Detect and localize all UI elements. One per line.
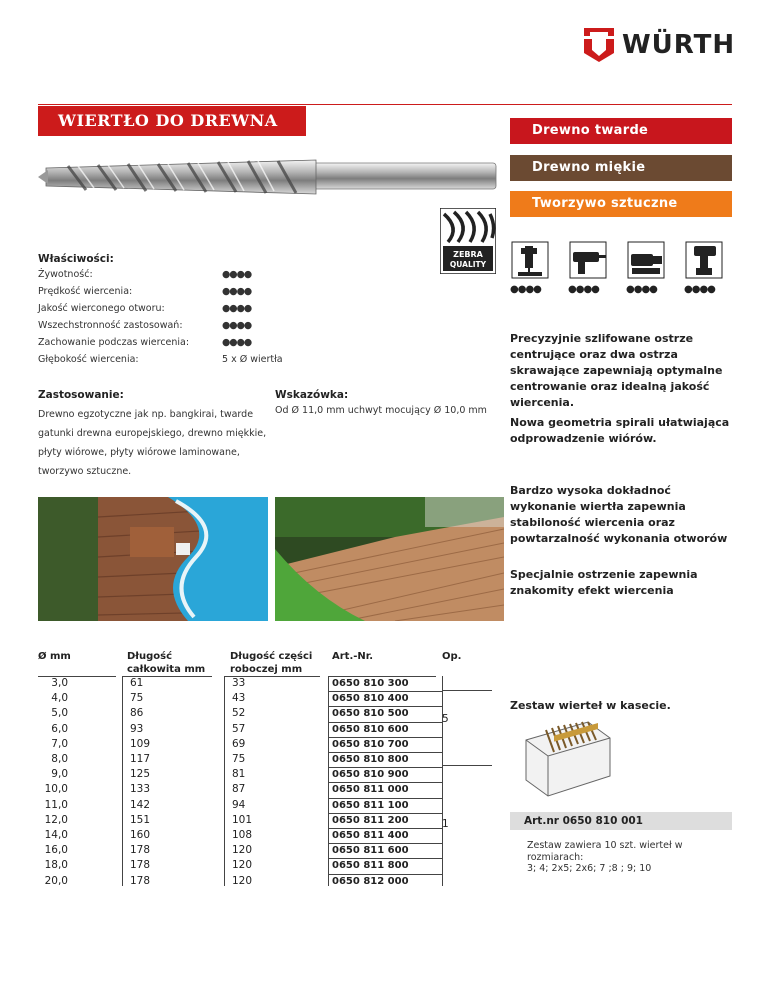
pool-deck-photo: [38, 497, 268, 621]
cell-art-number: 0650 811 800: [332, 860, 409, 872]
set-art-number: Art.nr 0650 810 001: [510, 812, 732, 830]
cell-length: 160: [130, 829, 151, 841]
wurth-logo: [584, 28, 734, 64]
cell-art-number: 0650 810 700: [332, 738, 409, 750]
property-value: ●●●●: [222, 337, 252, 348]
property-row: [38, 303, 298, 319]
cell-length: 75: [130, 692, 144, 705]
cell-work-length: 52: [232, 707, 246, 720]
garden-deck-photo: [275, 497, 504, 621]
machine-rating: ●●●●: [626, 284, 657, 295]
cell-art-number: 0650 810 400: [332, 693, 409, 705]
cell-work-length: 43: [232, 692, 246, 705]
magnetic-drill-icon: [626, 240, 666, 280]
feature-text: Nowa geometria spirali ułatwiająca odprowadzenie wiórów.: [510, 416, 730, 445]
column-divider: [224, 676, 225, 886]
properties-heading: Właściwości:: [38, 253, 114, 265]
machine-rating: ●●●●: [568, 284, 599, 295]
cell-diameter: 11,0: [44, 798, 68, 811]
property-row: [38, 269, 298, 285]
page-title: WIERTŁO DO DREWNA HSCO: [38, 106, 306, 136]
op-value: 1: [442, 818, 449, 830]
property-row: [38, 320, 298, 336]
zebra-quality-badge: [440, 208, 496, 274]
cell-diameter: 7,0: [51, 737, 68, 750]
property-label: Głębokość wiercenia:: [38, 354, 139, 365]
header-rule: [38, 104, 732, 105]
property-label: Jakość wierconego otworu:: [38, 303, 165, 314]
machine-item: [684, 240, 732, 296]
column-divider: [122, 676, 123, 886]
cell-length: 178: [130, 859, 151, 872]
hammer-drill-icon: [568, 240, 608, 280]
op-value: 5: [442, 713, 449, 725]
cell-length: 61: [130, 677, 144, 689]
cell-diameter: 8,0: [51, 753, 68, 765]
application-text: Drewno egzotyczne jak np. bangkirai, twarde gatunki drewna europejskiego, drewno miękkie, płyty wiórowe, płyty wiórowe laminowane, tworzywo sztuczne.: [38, 409, 267, 477]
machine-item: [510, 240, 558, 296]
row-divider: [328, 752, 442, 753]
hint-text: Od Ø 11,0 mm uchwyt mocujący Ø 10,0 mm: [275, 405, 487, 416]
cell-diameter: 9,0: [51, 768, 68, 781]
table-header-length-line2: całkowita mm: [127, 664, 206, 675]
cell-art-number: 0650 811 000: [332, 784, 409, 796]
column-divider: [442, 676, 443, 886]
cell-diameter: 12,0: [44, 813, 68, 826]
property-label: Zachowanie podczas wiercenia:: [38, 337, 190, 348]
cell-work-length: 87: [232, 783, 246, 796]
table-header-work-length: [230, 650, 312, 676]
cell-work-length: 69: [232, 737, 246, 750]
machine-rating: ●●●●: [510, 284, 541, 295]
cell-length: 178: [130, 874, 151, 887]
drill-case-image: [518, 716, 614, 800]
cell-length: 93: [130, 722, 144, 735]
property-value: 5 x Ø wiertła: [222, 354, 283, 365]
cell-work-length: 57: [232, 722, 246, 735]
property-label: Żywotność:: [38, 269, 93, 280]
cordless-drill-icon: [684, 240, 724, 280]
row-divider: [328, 858, 442, 859]
drill-press-icon: [510, 240, 550, 280]
cell-diameter: 4,0: [51, 692, 68, 705]
property-label: Wszechstronność zastosowań:: [38, 320, 183, 331]
cell-work-length: 81: [232, 768, 246, 781]
cell-diameter: 18,0: [44, 859, 68, 872]
cell-diameter: 14,0: [44, 829, 68, 841]
machine-ratings: [510, 240, 732, 296]
cell-art-number: 0650 811 100: [332, 799, 409, 811]
cell-length: 151: [130, 813, 151, 826]
op-group-rule: [442, 765, 492, 766]
cell-work-length: 75: [232, 753, 246, 765]
cell-work-length: 120: [232, 844, 253, 857]
drill-bit-image: [38, 146, 498, 208]
machine-item: [568, 240, 616, 296]
row-divider: [328, 782, 442, 783]
cell-art-number: 0650 810 900: [332, 769, 409, 781]
column-divider: [328, 676, 329, 886]
cell-diameter: 20,0: [44, 874, 68, 887]
cell-work-length: 101: [232, 813, 253, 826]
feature-text: Precyzyjnie szlifowane ostrze centrujące oraz dwa ostrza skrawające zapewniają optymalne centrowanie oraz idealną jakość wiercenia.: [510, 332, 723, 409]
set-heading: Zestaw wierteł w kasecie.: [510, 699, 671, 712]
cell-length: 125: [130, 768, 151, 781]
table-header-length: [127, 650, 205, 676]
table-header-work-line1: Długość części: [230, 651, 313, 662]
cell-art-number: 0650 810 800: [332, 754, 409, 765]
set-description: [527, 840, 732, 875]
property-row: [38, 337, 298, 353]
row-divider: [328, 828, 442, 829]
cell-art-number: 0650 811 400: [332, 830, 409, 841]
wurth-logo-icon: [584, 28, 614, 62]
table-header-op: Op.: [442, 651, 462, 662]
cell-diameter: 3,0: [51, 677, 68, 689]
cell-art-number: 0650 811 200: [332, 814, 409, 826]
row-divider: [328, 798, 442, 799]
cell-work-length: 120: [232, 874, 253, 887]
brand-name: WÜRTH: [622, 30, 736, 60]
row-divider: [328, 874, 442, 875]
category-hardwood: Drewno twarde: [510, 118, 732, 144]
row-divider: [328, 722, 442, 723]
cell-length: 142: [130, 798, 151, 811]
row-divider: [328, 706, 442, 707]
application-heading: Zastosowanie:: [38, 389, 124, 401]
row-divider: [328, 813, 442, 814]
machine-item: [626, 240, 674, 296]
set-text-line2: 3; 4; 2x5; 2x6; 7 ;8 ; 9; 10: [527, 863, 652, 874]
cell-work-length: 33: [232, 677, 246, 689]
cell-length: 109: [130, 737, 151, 750]
row-divider: [328, 767, 442, 768]
category-plastic: Tworzywo sztuczne: [510, 191, 732, 217]
property-row: [38, 286, 298, 302]
feature-text: Bardzo wysoka dokładnoć wykonanie wiertła zapewnia stabiloność wiercenia oraz powtarzalność wykonania otworów: [510, 484, 728, 545]
table-header-art: Art.-Nr.: [332, 651, 374, 662]
row-divider: [328, 737, 442, 738]
machine-rating: ●●●●: [684, 284, 715, 295]
cell-work-length: 108: [232, 829, 253, 841]
cell-length: 133: [130, 783, 151, 796]
cell-work-length: 120: [232, 859, 253, 872]
property-value: ●●●●: [222, 286, 252, 297]
property-value: ●●●●: [222, 303, 252, 314]
cell-length: 86: [130, 707, 144, 720]
table-header-work-line2: roboczej mm: [230, 664, 303, 675]
row-divider: [328, 691, 442, 692]
property-value: ●●●●: [222, 320, 252, 331]
badge-line2: QUALITY: [449, 260, 487, 269]
row-divider: [328, 843, 442, 844]
op-group-rule: [442, 690, 492, 691]
hint-heading: Wskazówka:: [275, 389, 349, 401]
property-row: [38, 354, 298, 370]
cell-art-number: 0650 810 500: [332, 708, 409, 720]
cell-art-number: 0650 810 600: [332, 723, 409, 735]
cell-length: 178: [130, 844, 151, 857]
table-header-diameter: Ø mm: [38, 651, 71, 662]
feature-text: Specjalnie ostrzenie zapewnia znakomity efekt wiercenia: [510, 568, 698, 597]
property-value: ●●●●: [222, 269, 252, 280]
cell-diameter: 5,0: [51, 707, 68, 720]
property-label: Prędkość wiercenia:: [38, 286, 133, 297]
cell-work-length: 94: [232, 798, 246, 811]
cell-art-number: 0650 812 000: [332, 875, 409, 887]
cell-art-number: 0650 811 600: [332, 845, 409, 857]
set-text-line1: Zestaw zawiera 10 szt. wierteł w rozmiarach:: [527, 840, 683, 863]
badge-line1: ZEBRA: [453, 250, 483, 259]
cell-diameter: 16,0: [44, 844, 68, 857]
cell-diameter: 6,0: [51, 722, 68, 735]
table-header-length-line1: Długość: [127, 651, 173, 662]
category-softwood: Drewno miękie: [510, 155, 732, 181]
cell-length: 117: [130, 753, 151, 765]
cell-art-number: 0650 810 300: [332, 678, 409, 689]
cell-diameter: 10,0: [44, 783, 68, 796]
